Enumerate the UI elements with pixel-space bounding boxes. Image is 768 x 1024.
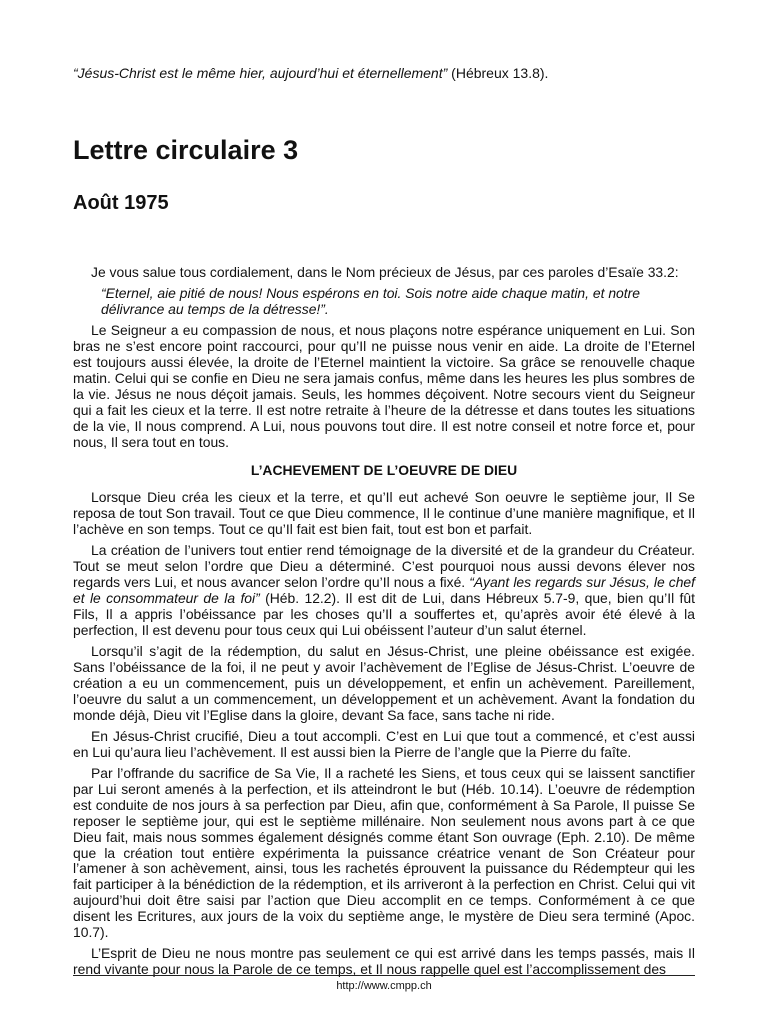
page-title: Lettre circulaire 3 <box>73 135 299 165</box>
body-paragraph-3-part-a: La création de l’univers tout entier rend témoignage de la diversité et de la grandeur du Créateur. Tout se meut selon l’ordre que Dieu a déterminé. C’est pourquoi nous aussi devons élever nos regards vers Lui, et nous avancer selon l’ordre qu’Il nous a fixé. <box>73 542 695 591</box>
epigraph-quote: “Jésus-Christ est le même hier, aujourd’hui et éternellement” <box>73 65 448 81</box>
footer-divider <box>73 975 695 976</box>
body-paragraph-6: Par l’offrande du sacrifice de Sa Vie, Il a racheté les Siens, et tous ceux qui se laissent sanctifier par Lui seront amenés à la perfection, et ils atteindront le but (Héb. 10.14). L’oeuvre de rédemption est conduite de nos jours à sa perfection par Dieu, afin que, conformément à Sa Parole, Il puisse Se reposer le septième jour, qui est le septième millénaire. Non seulement nous avons part à ce que Dieu fait, mais nous sommes également désignés comme étant Son ouvrage (Eph. 2.10). De même que la création tout entière expérimenta la puissance créatrice venant de Son Créateur pour l’amener à son achèvement, ainsi, tous les rachetés éprouvent la puissance du Rédempteur qui les fait participer à la bénédiction de la rédemption, et ils arriveront à la perfection en Christ. Celui qui vit aujourd’hui doit être saisi par l’action que Dieu accomplit en ce temps. Conformément à ce que disent les Ecritures, aux jours de la voix du septième ange, le mystère de Dieu sera terminé (Apoc. 10.7). <box>73 764 695 941</box>
letter-date: Août 1975 <box>73 192 169 214</box>
body-paragraph-4: Lorsqu’il s’agit de la rédemption, du salut en Jésus-Christ, une pleine obéissance est exigée. Sans l’obéissance de la foi, il ne peut y avoir l’achèvement de l’Eglise de Jésus-Christ. L’oeuvre de création a eu un commencement, puis un développement, et enfin un achèvement. Pareillement, l’oeuvre du salut a un commencement, un développement et un achèvement. Avant la fondation du monde déjà, Dieu vit l’Eglise dans la gloire, devant Sa face, sans tache ni ride. <box>73 643 695 723</box>
scripture-quote: “Eternel, aie pitié de nous! Nous espérons en toi. Sois notre aide chaque matin, et notre délivrance au temps de la détresse!”. <box>101 284 640 317</box>
body-paragraph-5: En Jésus-Christ crucifié, Dieu a tout accompli. C’est en Lui que tout a commencé, et c’est aussi en Lui qu’aura lieu l’achèvement. Il est aussi bien la Pierre de l’angle que la Pierre du faîte. <box>73 727 695 760</box>
body-paragraph-1: Le Seigneur a eu compassion de nous, et nous plaçons notre espérance uniquement en Lui. Son bras ne s’est encore point raccourci, pour qu’Il ne puisse nous venir en aide. La droite de l’Eternel est toujours aussi élevée, la droite de l’Eternel maintient la victoire. Sa grâce se renouvelle chaque matin. Celui qui se confie en Dieu ne sera jamais confus, même dans les heures les plus sombres de la vie. Jésus ne nous déçoit jamais. Seuls, les hommes déçoivent. Notre secours vient du Seigneur qui a fait les cieux et la terre. Il est notre retraite à l’heure de la détresse et dans toutes les situations de la vie, Il nous comprend. A Lui, nous pouvons tout dire. Il est notre conseil et notre force et, pour nous, Il sera tout en tous. <box>73 321 695 450</box>
body-paragraph-3 <box>73 543 695 639</box>
letter-page <box>73 0 695 1024</box>
footer-url: http://www.cmpp.ch <box>336 980 432 992</box>
epigraph <box>73 64 695 82</box>
epigraph-reference: (Hébreux 13.8). <box>447 65 549 81</box>
letter-body <box>73 265 695 983</box>
salutation-paragraph: Je vous salue tous cordialement, dans le Nom précieux de Jésus, par ces paroles d’Esaïe 33.2: <box>91 264 679 280</box>
body-paragraph-7: L’Esprit de Dieu ne nous montre pas seulement ce qui est arrivé dans les temps passés, mais Il rend vivante pour nous la Parole de ce temps, et Il nous rappelle quel est l’accomplissement des <box>73 945 695 978</box>
section-heading: L’ACHEVEMENT DE L’OEUVRE DE DIEU <box>250 462 518 479</box>
body-paragraph-2: Lorsque Dieu créa les cieux et la terre, et qu’Il eut achevé Son oeuvre le septième jour, Il Se reposa de tout Son travail. Tout ce que Dieu commence, Il le continue d’une manière magnifique, et Il l’achève en son temps. Tout ce qu’Il fait est bien fait, tout est bon et parfait. <box>73 489 695 538</box>
body-paragraph-3-part-b: (Héb. 12.2). Il est dit de Lui, dans Hébreux 5.7-9, que, bien qu’Il fût Fils, Il a appris l’obéissance par les choses qu’Il a souffertes et, qu’après avoir été élevé à la perfection, Il est devenu pour tous ceux qui Lui obéissent l’auteur d’un salut éternel. <box>73 590 695 639</box>
body-paragraph-3-quote: “Ayant les regards sur Jésus, le chef et le consommateur de la foi” <box>73 574 696 607</box>
